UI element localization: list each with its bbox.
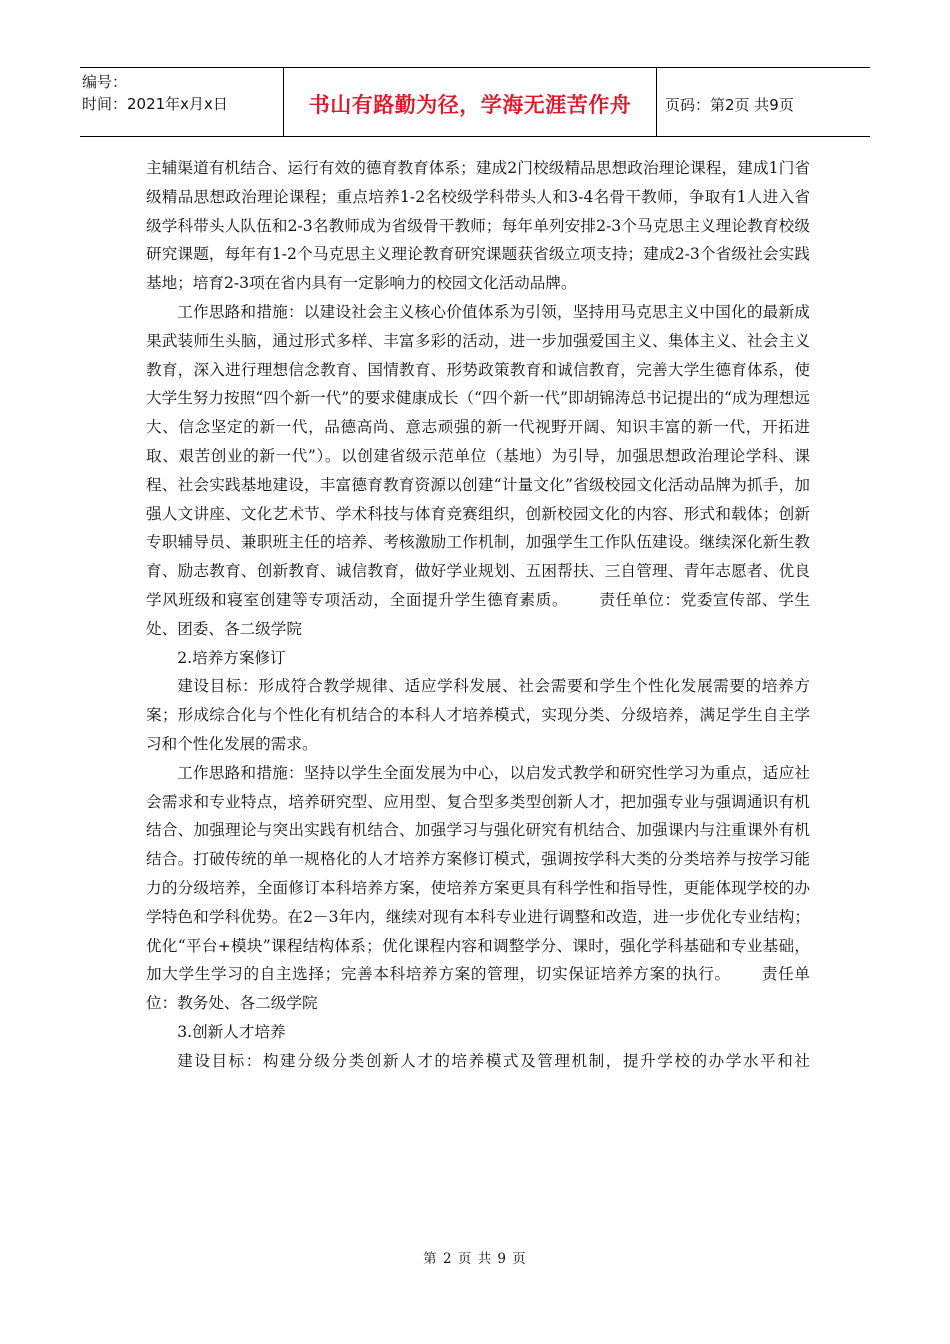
header-page-info: 页码：第2页 共9页 — [665, 95, 794, 114]
page-header — [80, 67, 870, 137]
responsible-units: 责任单位：教务处、各二级学院 — [146, 965, 810, 1013]
paragraph-goals-continued: 主辅渠道有机结合、运行有效的德育教育体系；建成2门校级精品思想政治理论课程，建成1门省级精品思想政治理论课程；重点培养1-2名校级学科带头人和3-4名骨干教师，争取有1人进入省级学科带头人队伍和2-3名教师成为省级骨干教师；每年单列安排2-3个马克思主义理论教育校级研究课题，每年有1-2个马克思主义理论教育研究课题获省级立项支持；建成2-3个省级社会实践基地；培育2-3项在省内具有一定影响力的校园文化活动品牌。 — [146, 159, 810, 293]
header-motto: 书山有路勤为径，学海无涯苦作舟 — [284, 68, 657, 136]
document-body — [146, 154, 810, 1076]
paragraph-text: 工作思路和措施：坚持以学生全面发展为中心，以启发式教学和研究性学习为重点，适应社会需求和专业特点，培养研究型、应用型、复合型多类型创新人才，把加强专业与强调通识有机结合、加强理论与突出实践有机结合、加强学习与强化研究有机结合、加强课内与注重课外有机结合。打破传统的单一规格化的人才培养方案修订模式，强调按学科大类的分类培养与按学习能力的分级培养，全面修订本科培养方案，使培养方案更具有科学性和指导性，更能体现学校的办学特色和学科优势。在2－3年内，继续对现有本科专业进行调整和改造，进一步优化专业结构；优化“平台+模块”课程结构体系；优化课程内容和调整学分、课时，强化学科基础和专业基础，加大学生学习的自主选择；完善本科培养方案的管理，切实保证培养方案的执行。 — [146, 763, 810, 984]
paragraph-construction-goal-talent: 建设目标：构建分级分类创新人才的培养模式及管理机制，提升学校的办学水平和社 — [177, 1051, 810, 1070]
section-heading-innovative-talent: 3.创新人才培养 — [177, 1022, 286, 1041]
document-number-label: 编号： — [82, 73, 128, 91]
page-footer: 第 2 页 共 9 页 — [423, 1251, 527, 1267]
section-heading-curriculum-revision: 2.培养方案修订 — [177, 648, 286, 667]
responsible-units: 责任单位：党委宣传部、学生处、团委、各二级学院 — [146, 590, 810, 638]
header-meta — [80, 68, 284, 136]
document-time-label: 时间：2021年x月x日 — [82, 95, 228, 113]
paragraph-construction-goal-curriculum: 建设目标：形成符合教学规律、适应学科发展、社会需要和学生个性化发展需要的培养方案；形成综合化与个性化有机结合的本科人才培养模式，实现分类、分级培养，满足学生自主学习和个性化发展的需求。 — [146, 677, 810, 753]
paragraph-work-approach-curriculum — [146, 759, 810, 1018]
paragraph-work-approach-moral — [146, 298, 810, 644]
paragraph-text: 工作思路和措施：以建设社会主义核心价值体系为引领，坚持用马克思主义中国化的最新成果武装师生头脑，通过形式多样、丰富多彩的活动，进一步加强爱国主义、集体主义、社会主义教育，深入进行理想信念教育、国情教育、形势政策教育和诚信教育，完善大学生德育体系，使大学生努力按照“四个新一代”的要求健康成长（“四个新一代”即胡锦涛总书记提出的“成为理想远大、信念坚定的新一代，品德高尚、意志顽强的新一代视野开阔、知识丰富的新一代，开拓进取、艰苦创业的新一代”）。以创建省级示范单位（基地）为引导，加强思想政治理论学科、课程、社会实践基地建设，丰富德育教育资源以创建“计量文化”省级校园文化活动品牌为抓手，加强人文讲座、文化艺术节、学术科技与体育竞赛组织，创新校园文化的内容、形式和载体；创新专职辅导员、兼职班主任的培养、考核激励工作机制，加强学生工作队伍建设。继续深化新生教育、励志教育、创新教育、诚信教育，做好学业规划、五困帮扶、三自管理、青年志愿者、优良学风班级和寝室创建等专项活动，全面提升学生德育素质。 — [146, 302, 810, 609]
